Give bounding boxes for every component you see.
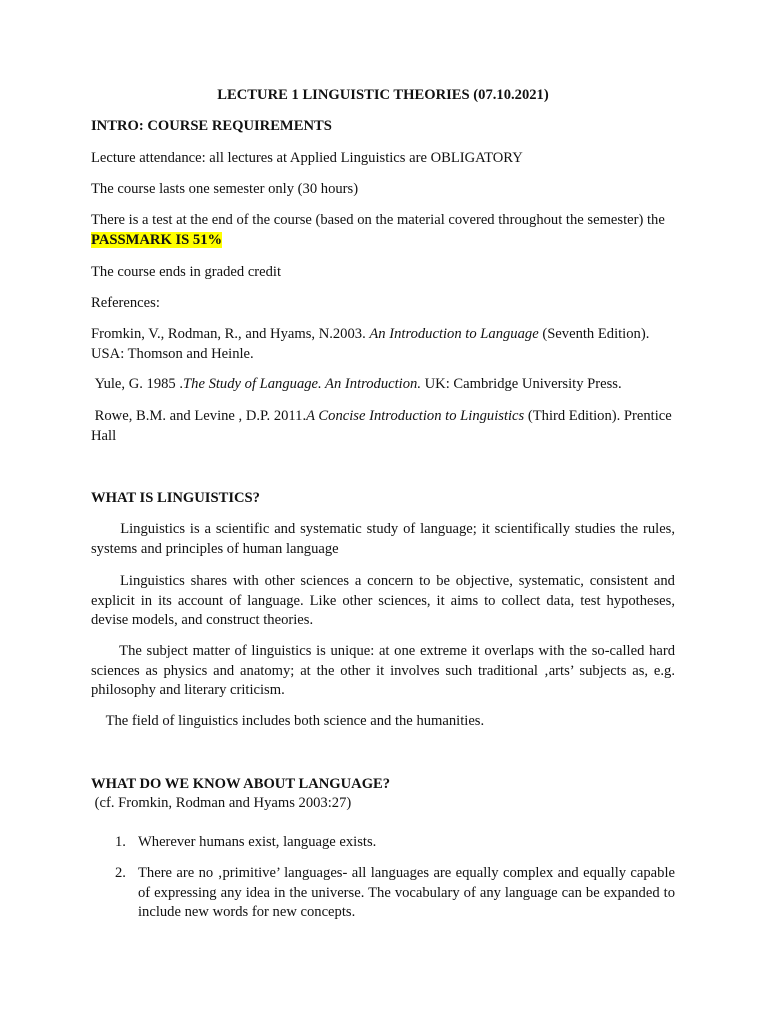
reference-publisher: (Seventh Edition). USA: Thomson and Heinle. xyxy=(91,326,650,362)
body-paragraph: Linguistics is a scientific and systematic study of language; it scientifically studies the rules, systems and principles of human language xyxy=(91,521,679,557)
section-heading-language: WHAT DO WE KNOW ABOUT LANGUAGE? xyxy=(91,776,391,792)
reference-authors: Rowe, B.M. and Levine , D.P. 2011. xyxy=(91,408,307,424)
credit-text: The course ends in graded credit xyxy=(91,264,282,280)
reference-authors: Yule, G. 1985 . xyxy=(91,376,184,392)
page-title: LECTURE 1 LINGUISTIC THEORIES (07.10.2021) xyxy=(217,87,549,103)
reference-title: An Introduction to Language xyxy=(369,326,539,342)
intro-heading: INTRO: COURSE REQUIREMENTS xyxy=(91,118,332,134)
reference-item xyxy=(91,325,675,364)
test-text: There is a test at the end of the course (based on the material covered throughout the semester) the xyxy=(91,212,665,228)
references-label: References: xyxy=(91,295,160,311)
reference-authors: Fromkin, V., Rodman, R., and Hyams, N.2003. xyxy=(91,326,370,342)
list-item-text: Wherever humans exist, language exists. xyxy=(138,834,377,850)
list-number: 2. xyxy=(115,865,126,881)
reference-item xyxy=(91,407,675,446)
list-item xyxy=(115,864,675,923)
reference-publisher: (Third Edition). Prentice Hall xyxy=(91,408,676,444)
list-item-text: There are no ‚primitive’ languages- all languages are equally complex and equally capable of expressing any idea in the universe. The vocabulary of any language can be expanded to include new words for new concepts. xyxy=(138,865,675,920)
duration-text: The course lasts one semester only (30 hours) xyxy=(91,181,359,197)
passmark-highlight: PASSMARK IS 51% xyxy=(91,231,223,248)
reference-publisher: UK: Cambridge University Press. xyxy=(420,376,622,392)
body-paragraph: The field of linguistics includes both science and the humanities. xyxy=(91,713,485,729)
citation-text: (cf. Fromkin, Rodman and Hyams 2003:27) xyxy=(91,795,352,811)
list-number: 1. xyxy=(115,834,126,850)
list-item xyxy=(115,833,675,853)
reference-title: The Study of Language. An Introduction. xyxy=(183,376,421,392)
section-heading-linguistics: WHAT IS LINGUISTICS? xyxy=(91,490,260,506)
test-paragraph xyxy=(91,211,675,250)
body-paragraph: The subject matter of linguistics is unique: at one extreme it overlaps with the so-called hard sciences as physics and anatomy; at the other it involves such traditional ‚arts’ subjects as, e.g. philosophy and literary criticism. xyxy=(91,643,679,698)
body-paragraph: Linguistics shares with other sciences a concern to be objective, systematic, consistent and explicit in its account of language. Like other sciences, it aims to collect data, test hypotheses, devise models, and construct theories. xyxy=(91,573,679,628)
reference-item xyxy=(91,375,675,395)
reference-title: A Concise Introduction to Linguistics xyxy=(306,408,525,424)
attendance-text: Lecture attendance: all lectures at Applied Linguistics are OBLIGATORY xyxy=(91,150,523,166)
